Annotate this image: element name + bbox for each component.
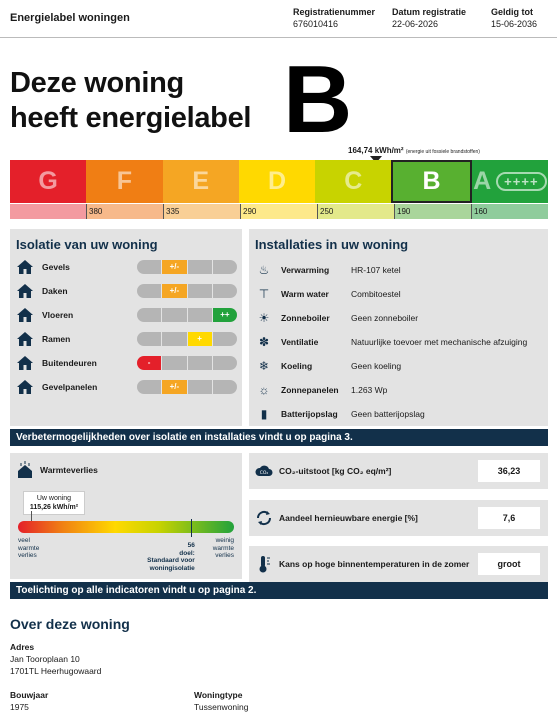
isolation-meter-cell	[137, 332, 161, 346]
installation-row	[255, 381, 545, 399]
installation-value: Natuurlijke toevoer met mechanische afzuiging	[351, 337, 528, 347]
label-segment-letter: C	[344, 167, 363, 195]
isolation-rating: -	[137, 356, 161, 370]
registration-date-label: Datum registratie	[392, 7, 467, 17]
battery-icon: ▮	[260, 407, 268, 421]
isolation-row-gevelpanelen	[16, 378, 242, 396]
installation-row	[255, 285, 545, 303]
co2-indicator-value: 36,23	[478, 460, 540, 482]
isolation-rating: +	[188, 332, 212, 346]
heat-loss-target-value: 56	[187, 542, 195, 549]
faucet-icon: ⊤	[258, 287, 270, 301]
isolation-meter	[137, 308, 237, 322]
installation-label: Zonneboiler	[281, 313, 330, 323]
installations-title: Installaties in uw woning	[255, 237, 409, 252]
solar-boiler-icon: ☀	[258, 311, 270, 325]
scale-segment: 190	[394, 204, 471, 219]
label-segment-f	[86, 160, 162, 203]
summer-temp-indicator-label: Kans op hoge binnentemperaturen in de zomer	[279, 559, 470, 569]
isolation-meter-cell	[188, 260, 212, 274]
valid-until-value: 15-06-2036	[491, 19, 538, 29]
isolation-item-label: Ramen	[42, 334, 71, 344]
installation-label: Verwarming	[281, 265, 330, 275]
valid-until-label: Geldig tot	[491, 7, 533, 17]
isolation-row-ramen	[16, 330, 242, 348]
header-title: Energielabel woningen	[10, 12, 130, 24]
house-type-value: Tussenwoning	[194, 702, 249, 712]
scale-segment: 380	[86, 204, 163, 219]
installation-row	[255, 333, 545, 351]
registration-number-label: Registratienummer	[293, 7, 376, 17]
build-year-field	[10, 689, 48, 713]
label-segment-letter: D	[267, 167, 287, 195]
summer-temp-indicator	[249, 546, 548, 582]
house-type-label: Woningtype	[194, 690, 243, 700]
installation-row	[255, 309, 545, 327]
heat-loss-callout	[23, 491, 85, 515]
indicators-banner: Toelichting op alle indicatoren vindt u op pagina 2.	[10, 582, 548, 599]
label-segment-a	[472, 160, 548, 203]
isolation-meter-cell	[213, 260, 237, 274]
energy-label-scale	[10, 204, 548, 219]
energy-label-bar	[10, 160, 548, 203]
label-segment-letter: G	[38, 167, 58, 195]
heat-loss-gradient	[18, 521, 234, 533]
installation-value: Geen koeling	[351, 361, 402, 371]
scale-segment	[10, 204, 86, 219]
installation-label: Batterijopslag	[281, 409, 338, 419]
isolation-rating: ++	[213, 308, 237, 322]
energy-usage	[348, 146, 480, 155]
isolation-meter-cell	[213, 284, 237, 298]
fan-icon: ✽	[258, 335, 270, 349]
label-segment-letter: B	[422, 167, 441, 195]
installation-row	[255, 405, 545, 423]
isolation-meter-cell	[188, 380, 212, 394]
heat-loss-target-line	[191, 519, 192, 537]
heat-loss-your-home-label: Uw woning	[36, 495, 72, 502]
renewable-indicator-label: Aandeel hernieuwbare energie [%]	[279, 513, 418, 523]
heat-loss-left-caption: veel warmte verlies	[18, 537, 40, 559]
label-segment-c	[315, 160, 391, 203]
installation-label: Koeling	[281, 361, 313, 371]
isolation-title: Isolatie van uw woning	[16, 237, 158, 252]
isolation-meter-cell	[137, 308, 161, 322]
isolation-row-gevels	[16, 258, 242, 276]
installation-value: Geen zonneboiler	[351, 313, 419, 323]
energy-label-letter: B	[283, 46, 353, 153]
label-segment-g	[10, 160, 86, 203]
improvements-banner: Verbetermogelijkheden over isolatie en installaties vindt u op pagina 3.	[10, 429, 548, 446]
registration-date	[392, 6, 466, 30]
heat-loss-marker	[31, 511, 32, 521]
isolation-meter-cell	[162, 356, 186, 370]
address-line2: 1701TL Heerhugowaard	[10, 666, 102, 676]
renewable-indicator-value: 7,6	[478, 507, 540, 529]
isolation-meter-cell	[213, 380, 237, 394]
isolation-meter-cell	[213, 332, 237, 346]
house-icon	[16, 355, 34, 371]
registration-number-value: 676010416	[293, 19, 339, 29]
label-segment-b	[391, 160, 471, 203]
build-year-value: 1975	[10, 702, 29, 712]
summer-temp-indicator-value: groot	[478, 553, 540, 575]
co2-cloud-icon	[255, 462, 273, 480]
isolation-meter	[137, 332, 237, 346]
heat-loss-panel	[10, 453, 242, 579]
svg-text:CO₂: CO₂	[259, 471, 269, 476]
isolation-meter	[137, 284, 237, 298]
thermometer-icon	[255, 555, 273, 573]
headline	[10, 66, 251, 136]
isolation-meter-cell	[137, 380, 161, 394]
isolation-meter-cell	[188, 308, 212, 322]
installation-row	[255, 261, 545, 279]
house-icon	[16, 307, 34, 323]
house-icon	[16, 331, 34, 347]
house-heat-icon	[16, 461, 34, 479]
installation-value: HR-107 ketel	[351, 265, 401, 275]
isolation-meter	[137, 380, 237, 394]
renewable-indicator	[249, 500, 548, 536]
house-icon	[16, 283, 34, 299]
isolation-rating: +/-	[162, 284, 186, 298]
isolation-meter-cell	[137, 284, 161, 298]
isolation-rating: +/-	[162, 260, 186, 274]
installation-row	[255, 357, 545, 375]
heat-loss-right-caption: weinig warmte verlies	[212, 537, 234, 559]
energy-usage-note: (energie uit fossiele brandstoffen)	[405, 149, 480, 155]
installation-label: Ventilatie	[281, 337, 319, 347]
registration-date-value: 22-06-2026	[392, 19, 439, 29]
isolation-meter-cell	[162, 332, 186, 346]
recycle-icon	[255, 509, 273, 527]
label-segment-letter: E	[192, 167, 210, 195]
isolation-meter-cell	[137, 260, 161, 274]
installation-label: Zonnepanelen	[281, 385, 339, 395]
isolation-item-label: Vloeren	[42, 310, 74, 320]
valid-until	[491, 6, 537, 30]
heat-loss-target-caption: doel: Standaard voor woningisolatie	[147, 549, 195, 572]
isolation-panel	[10, 229, 242, 426]
house-icon	[16, 259, 34, 275]
isolation-rating: +/-	[162, 380, 186, 394]
isolation-row-buitendeuren	[16, 354, 242, 372]
build-year-label: Bouwjaar	[10, 690, 49, 700]
scale-segment: 250	[317, 204, 394, 219]
address-field	[10, 641, 101, 677]
label-segment-e	[163, 160, 239, 203]
isolation-item-label: Gevelpanelen	[42, 382, 98, 392]
headline-line2: heeft energielabel	[10, 102, 252, 134]
energy-usage-value: 164,74 kWh/m²	[348, 146, 404, 155]
house-icon	[16, 379, 34, 395]
registration-number	[293, 6, 375, 30]
co2-indicator	[249, 453, 548, 489]
installation-value: Geen batterijopslag	[351, 409, 425, 419]
scale-segment: 160	[471, 204, 548, 219]
installation-value: Combitoestel	[351, 289, 401, 299]
installation-label: Warm water	[281, 289, 329, 299]
document-header	[0, 0, 557, 38]
isolation-meter-cell	[162, 308, 186, 322]
isolation-meter-cell	[188, 284, 212, 298]
house-type-field	[194, 689, 249, 713]
flame-icon: ♨	[258, 263, 270, 277]
address-line1: Jan Tooroplaan 10	[10, 654, 80, 664]
installations-panel	[249, 229, 548, 426]
isolation-item-label: Gevels	[42, 262, 70, 272]
scale-segment: 290	[240, 204, 317, 219]
isolation-row-vloeren	[16, 306, 242, 324]
solar-panel-icon: ☼	[258, 383, 270, 397]
label-segment-d	[239, 160, 315, 203]
address-label: Adres	[10, 642, 35, 652]
co2-indicator-label: CO₂-uitstoot [kg CO₂ eq/m²]	[279, 466, 392, 476]
label-plus-pill: ++++	[496, 172, 546, 191]
isolation-meter	[137, 260, 237, 274]
label-segment-letter: F	[116, 167, 133, 195]
headline-line1: Deze woning	[10, 67, 184, 99]
label-segment-letter: A	[473, 167, 492, 195]
isolation-meter	[137, 356, 237, 370]
isolation-meter-cell	[188, 356, 212, 370]
isolation-item-label: Buitendeuren	[42, 358, 97, 368]
scale-segment: 335	[163, 204, 240, 219]
heat-loss-target	[147, 542, 195, 572]
installation-value: 1.263 Wp	[351, 385, 388, 395]
heat-loss-your-home-value: 115,26 kWh/m²	[29, 504, 79, 511]
about-title: Over deze woning	[10, 616, 130, 632]
isolation-item-label: Daken	[42, 286, 68, 296]
isolation-row-daken	[16, 282, 242, 300]
heat-loss-title: Warmteverlies	[40, 465, 98, 475]
snowflake-icon: ❄	[258, 359, 270, 373]
isolation-meter-cell	[213, 356, 237, 370]
